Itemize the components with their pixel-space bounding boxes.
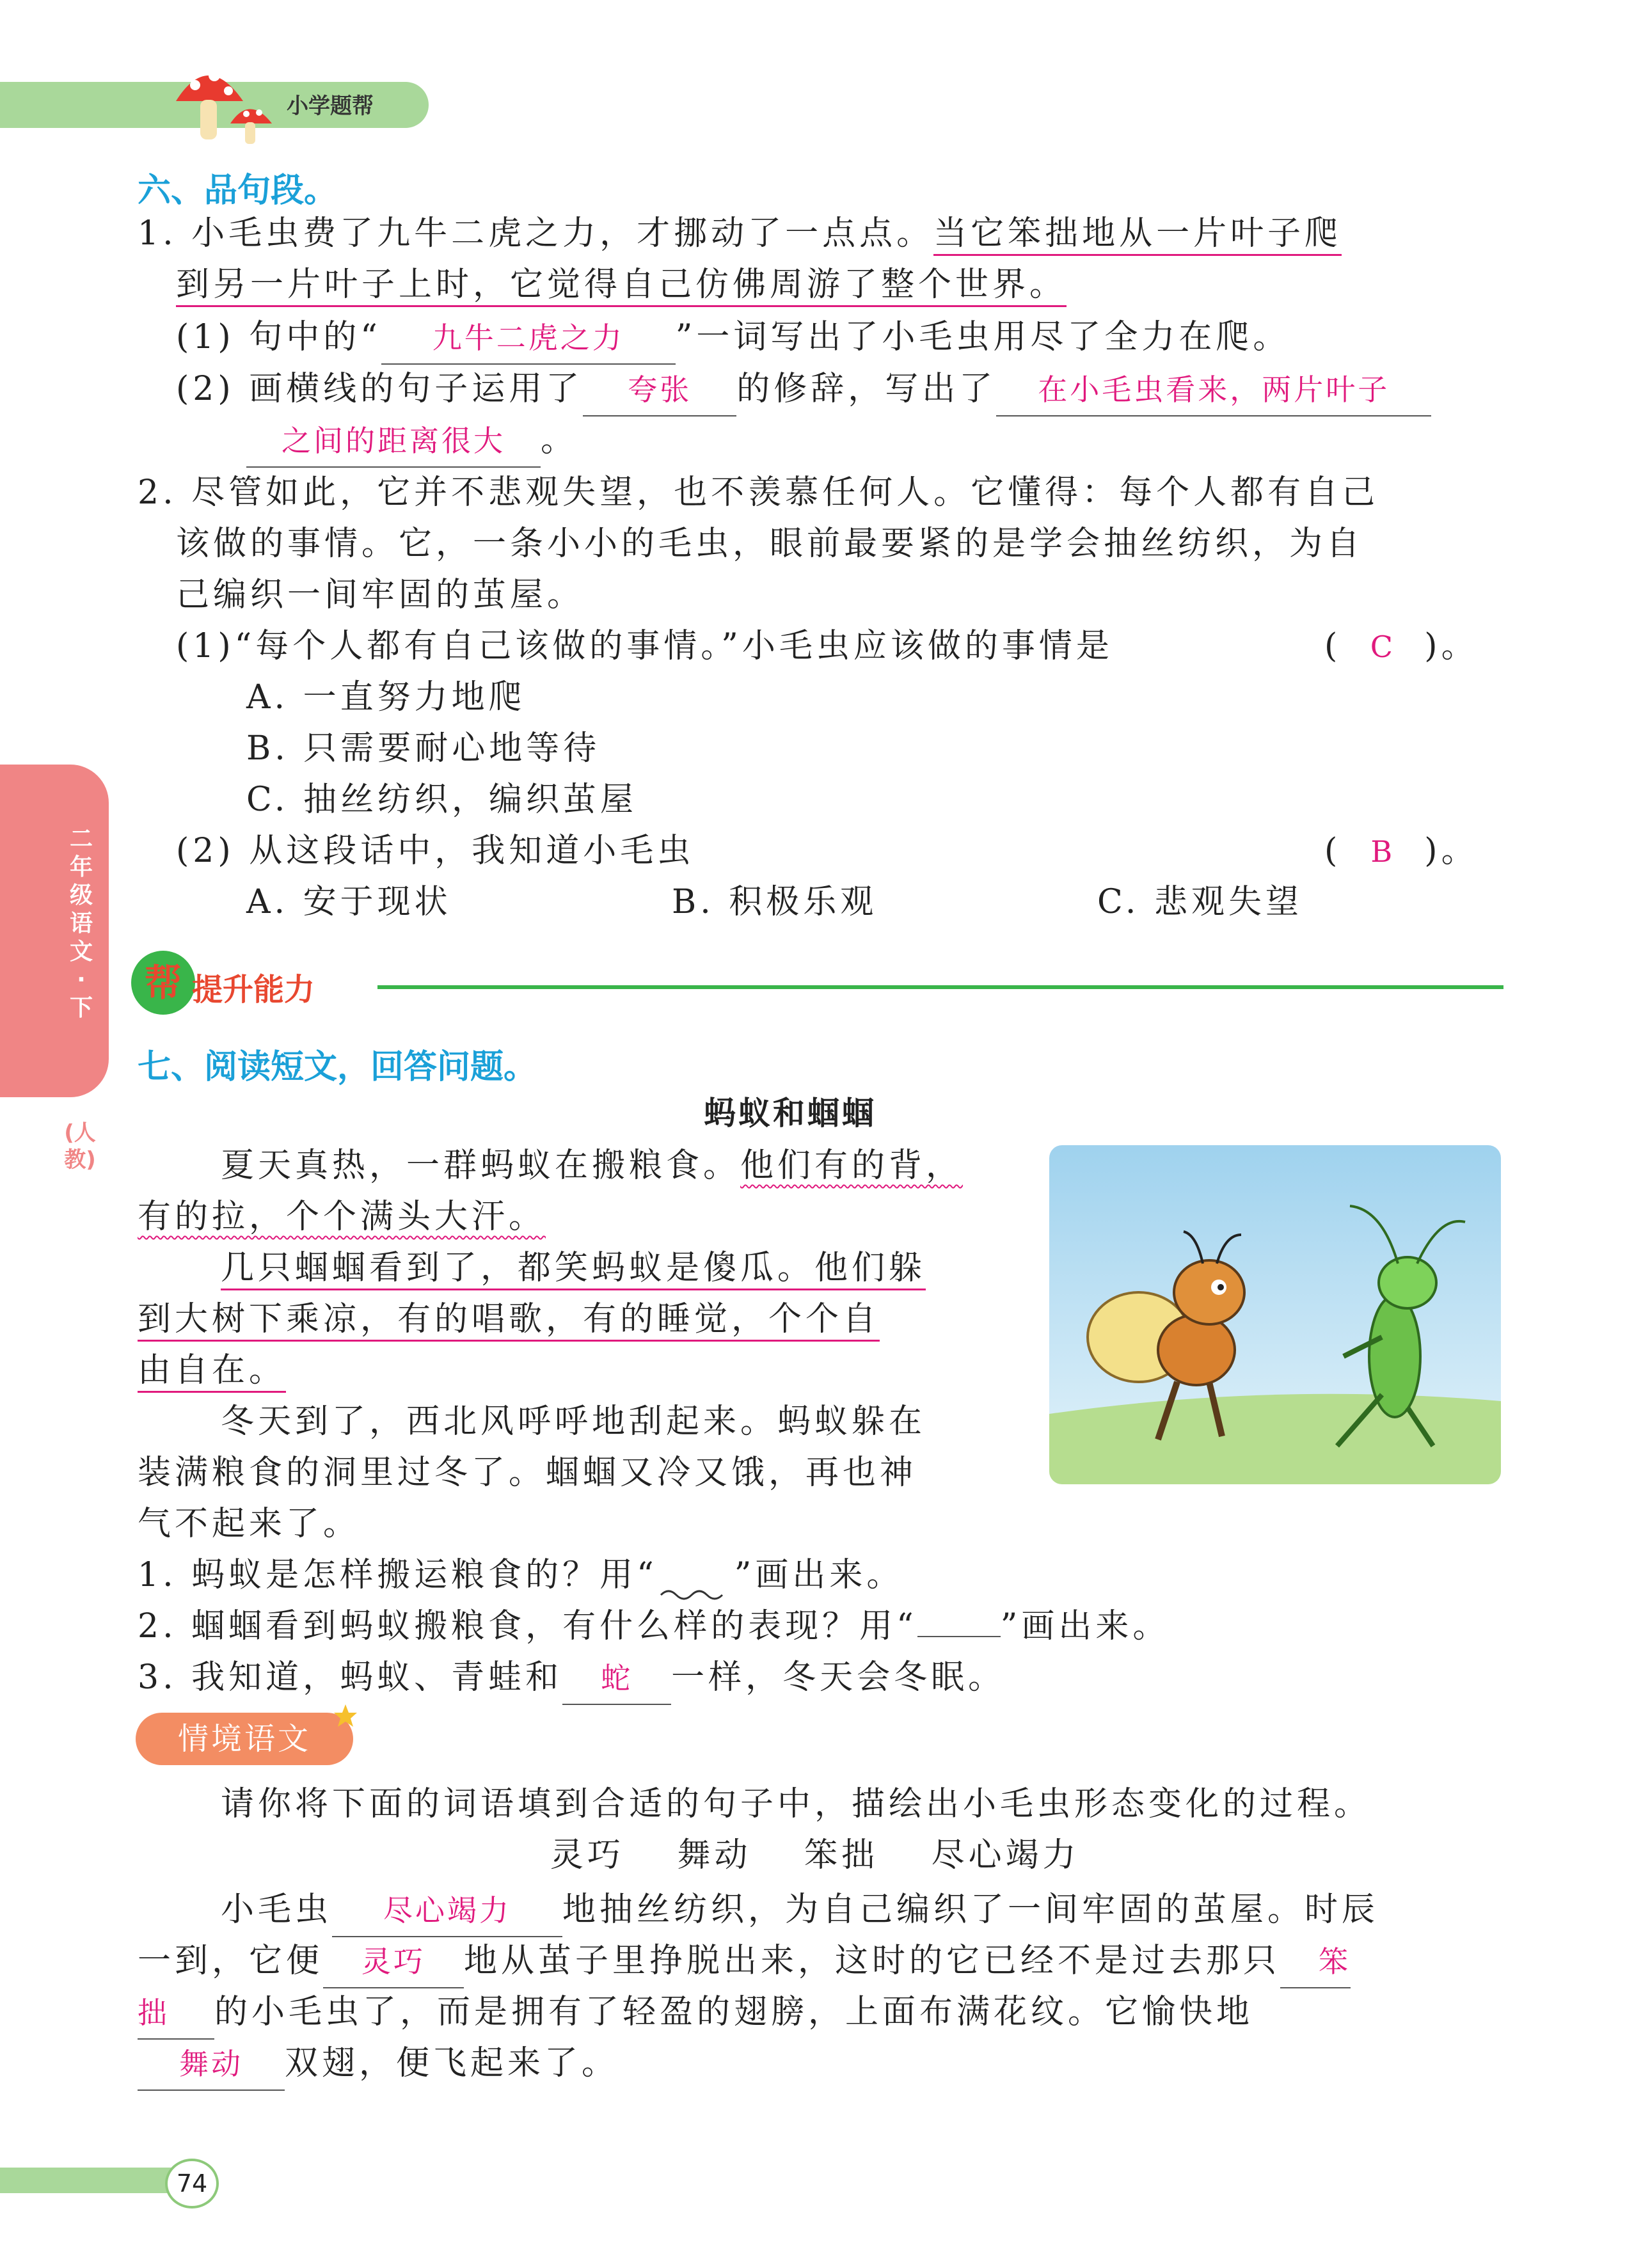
sub-question bbox=[176, 312, 1290, 365]
sub-question bbox=[246, 415, 578, 468]
underlined-sentence: 由自在。 bbox=[138, 1351, 286, 1393]
option: C. 抽丝纺织，编织茧屋 bbox=[246, 781, 637, 819]
ability-label: 提升能力 bbox=[192, 972, 315, 1008]
passage-text: 一到，它便 bbox=[138, 1942, 324, 1980]
story-text: 冬天到了，西北风呼呼地刮起来。蚂蚁躲在 bbox=[221, 1402, 926, 1441]
question-text: 1. 小毛虫费了九牛二虎之力，才挪动了一点点。 bbox=[138, 214, 934, 253]
passage-text: 小毛虫 bbox=[221, 1891, 333, 1929]
paren: )。 bbox=[1424, 832, 1479, 870]
option: A. 一直努力地爬 bbox=[246, 678, 526, 717]
sub-question-text: (1) 句中的“ bbox=[176, 318, 381, 356]
paren: )。 bbox=[1424, 627, 1479, 665]
sub-question-text: 。 bbox=[541, 421, 578, 459]
answer-blank[interactable] bbox=[138, 2038, 285, 2091]
section-title: 六、品句段。 bbox=[138, 171, 338, 210]
question-text: ”画出来。 bbox=[1000, 1607, 1170, 1645]
sub-question-text: (2) 从这段话中，我知道小毛虫 bbox=[176, 832, 695, 870]
answer-text: 蛇 bbox=[601, 1661, 633, 1695]
header-title: 小学题帮 bbox=[287, 93, 374, 119]
answer-parens bbox=[1324, 621, 1479, 672]
question-text: 2. 蝈蝈看到蚂蚁搬粮食，有什么样的表现？用“ bbox=[138, 1607, 917, 1645]
page-number: 74 bbox=[165, 2159, 219, 2209]
question-line bbox=[138, 1601, 1170, 1652]
passage-text: 地抽丝纺织，为自己编织了一间牢固的茧屋。时辰 bbox=[562, 1891, 1379, 1929]
answer-text: 笨 bbox=[1319, 1944, 1351, 1979]
answer-text: 夸张 bbox=[628, 372, 692, 407]
sub-question-text: (2) 画横线的句子运用了 bbox=[176, 370, 583, 408]
answer-text: 舞动 bbox=[179, 2047, 243, 2081]
footer-bar bbox=[0, 2168, 186, 2193]
word-bank-item: 舞动 bbox=[677, 1836, 752, 1875]
answer-blank[interactable] bbox=[332, 1884, 562, 1937]
story-line bbox=[138, 1345, 286, 1396]
option: C. 悲观失望 bbox=[1097, 883, 1303, 921]
question-text: 2. 尽管如此，它并不悲观失望，也不羡慕任何人。它懂得：每个人都有自己 bbox=[138, 473, 1379, 512]
instruction: 请你将下面的词语填到合适的句子中，描绘出小毛虫形态变化的过程。 bbox=[221, 1785, 1372, 1823]
question-text: 该做的事情。它，一条小小的毛虫，眼前最要紧的是学会抽丝纺织，为自 bbox=[176, 525, 1364, 563]
sub-question bbox=[176, 363, 1431, 416]
story-title: 蚂蚁和蝈蝈 bbox=[704, 1095, 876, 1132]
question-text: 3. 我知道，蚂蚁、青蛙和 bbox=[138, 1658, 563, 1697]
passage-line bbox=[221, 1884, 1379, 1937]
option: B. 积极乐观 bbox=[672, 883, 878, 921]
grade-label: 二年级语文·下 bbox=[69, 826, 93, 1021]
option: B. 只需要耐心地等待 bbox=[246, 729, 601, 768]
passage-text: 的小毛虫了，而是拥有了轻盈的翅膀，上面布满花纹。它愉快地 bbox=[214, 1993, 1254, 2031]
passage-text: 地从茧子里挣脱出来，这时的它已经不是过去那只 bbox=[464, 1942, 1281, 1980]
answer-blank[interactable] bbox=[562, 1652, 671, 1705]
answer-blank[interactable] bbox=[996, 363, 1431, 416]
story-text: 装满粮食的洞里过冬了。蝈蝈又冷又饿，再也神 bbox=[138, 1454, 917, 1492]
wavy-underlined-text: 他们有的背， bbox=[740, 1146, 964, 1185]
answer-text: 之间的距离很大 bbox=[282, 424, 505, 458]
divider bbox=[377, 985, 1503, 989]
question-line bbox=[138, 208, 1342, 259]
question-line bbox=[176, 259, 1067, 310]
answer-blank[interactable] bbox=[246, 415, 541, 468]
word-bank bbox=[550, 1830, 1080, 1881]
word-bank-item: 笨拙 bbox=[804, 1836, 879, 1875]
answer-text: 拙 bbox=[138, 1995, 170, 2030]
sub-question-text: 的修辞，写出了 bbox=[736, 370, 997, 408]
story-line bbox=[221, 1140, 963, 1191]
wavy-underlined-text: 有的拉，个个满头大汗。 bbox=[138, 1198, 546, 1236]
answer-blank[interactable] bbox=[323, 1935, 464, 1988]
question-line bbox=[138, 1550, 903, 1601]
question-text: 己编织一间牢固的茧屋。 bbox=[176, 576, 585, 614]
question-text: ”画出来。 bbox=[734, 1556, 904, 1594]
question-text: 一样，冬天会冬眠。 bbox=[671, 1658, 1006, 1697]
story-text: 气不起来了。 bbox=[138, 1505, 361, 1543]
wavy-line-symbol bbox=[658, 1565, 734, 1590]
mushroom-icon bbox=[163, 56, 278, 152]
underlined-sentence: 当它笨拙地从一片叶子爬 bbox=[933, 214, 1342, 256]
underlined-sentence: 几只蝈蝈看到了，都笑蚂蚁是傻瓜。他们躲 bbox=[221, 1249, 926, 1290]
sub-question-text: (1)“每个人都有自己该做的事情。”小毛虫应该做的事情是 bbox=[176, 627, 1113, 665]
passage-line bbox=[138, 1986, 1253, 2040]
context-badge: 情境语文 bbox=[136, 1713, 353, 1765]
word-bank-item: 灵巧 bbox=[550, 1836, 625, 1875]
story-line bbox=[138, 1191, 546, 1242]
answer-text: 九牛二虎之力 bbox=[432, 321, 624, 355]
answer-blank[interactable] bbox=[381, 312, 676, 365]
ability-badge-char: 帮 bbox=[144, 961, 182, 1004]
underlined-sentence: 到大树下乘凉，有的唱歌，有的睡觉，个个自 bbox=[138, 1300, 880, 1342]
answer-parens bbox=[1324, 825, 1479, 877]
answer-blank[interactable] bbox=[138, 1986, 214, 2040]
answer-text: 在小毛虫看来，两片叶子 bbox=[1038, 372, 1390, 407]
story-text: 夏天真热，一群蚂蚁在搬粮食。 bbox=[221, 1146, 741, 1185]
question-line bbox=[138, 1652, 1005, 1705]
answer-blank[interactable] bbox=[1280, 1935, 1351, 1988]
passage-line bbox=[138, 2038, 619, 2091]
answer-blank[interactable] bbox=[583, 363, 736, 416]
choice-answer[interactable]: B bbox=[1370, 834, 1395, 869]
question-text: 1. 蚂蚁是怎样搬运粮食的？用“ bbox=[138, 1556, 658, 1594]
sub-question-text: ”一词写出了小毛虫用尽了全力在爬。 bbox=[675, 318, 1290, 356]
paren: ( bbox=[1324, 627, 1342, 665]
paren: ( bbox=[1324, 832, 1342, 870]
story-line bbox=[221, 1242, 926, 1294]
choice-answer[interactable]: C bbox=[1370, 630, 1395, 664]
star-icon bbox=[333, 1703, 358, 1729]
section-title: 七、阅读短文，回答问题。 bbox=[138, 1048, 537, 1086]
answer-text: 尽心竭力 bbox=[383, 1893, 512, 1928]
edition-label: (人教) bbox=[64, 1120, 96, 1173]
passage-line bbox=[138, 1935, 1351, 1988]
option: A. 安于现状 bbox=[246, 883, 452, 921]
line-symbol bbox=[917, 1610, 1001, 1637]
passage-text: 双翅，便飞起来了。 bbox=[285, 2044, 619, 2082]
word-bank-item: 尽心竭力 bbox=[931, 1836, 1080, 1875]
answer-text: 灵巧 bbox=[361, 1944, 426, 1979]
story-line bbox=[138, 1294, 880, 1345]
ant-and-grasshopper-illustration bbox=[1049, 1145, 1501, 1484]
underlined-sentence: 到另一片叶子上时，它觉得自己仿佛周游了整个世界。 bbox=[176, 266, 1067, 307]
